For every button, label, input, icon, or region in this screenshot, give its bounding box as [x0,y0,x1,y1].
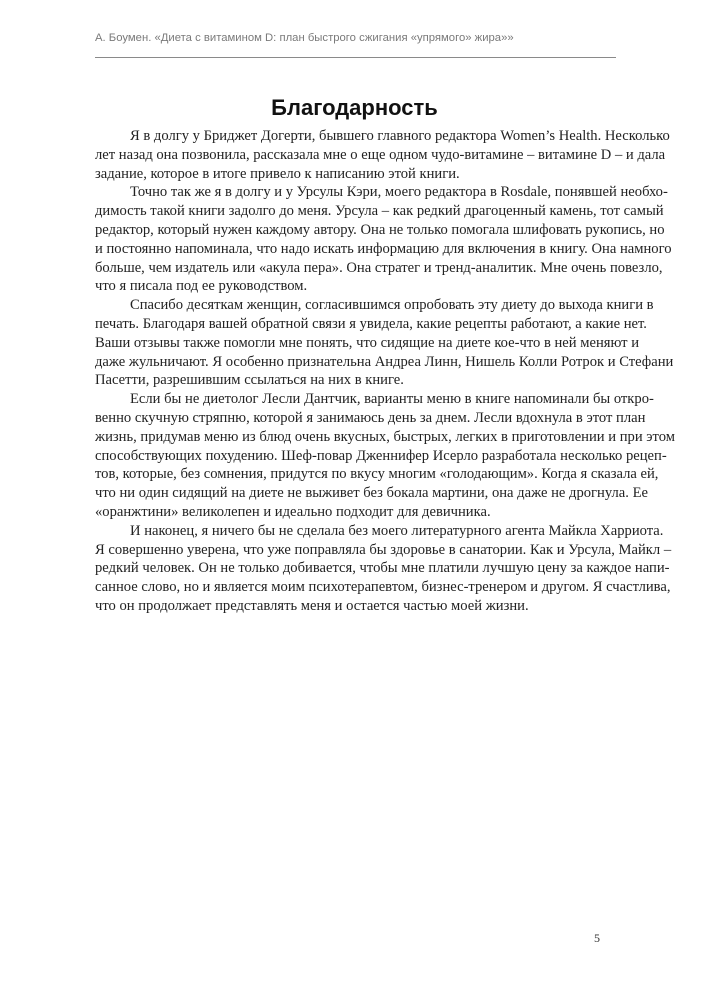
text-line: Ваши отзывы также помогли мне понять, что сидящие на диете кое-что в ней меняют и [95,334,640,351]
text-line: лет назад она позвонила, рассказала мне о еще одном чудо-витамине – витамине D – и дала [95,146,666,163]
paragraph [95,183,672,296]
text-line: тов, которые, без сомнения, придутся по вкусу многим «голодающим». Когда я сказала ей, [95,466,659,483]
text-line: печать. Благодаря вашей обратной связи я увидела, какие рецепты работают, а какие нет. [95,315,647,332]
paragraph [95,296,674,390]
text-line: Спасибо десяткам женщин, согласившимся опробовать эту диету до выхода книги в [130,297,654,314]
paragraph [95,390,675,522]
body-text [95,127,675,616]
text-line: и постоянно напоминала, что надо искать информацию для включения в книгу. Она намного [95,240,672,257]
text-line: Если бы не диетолог Лесли Дантчик, варианты меню в книге напоминали бы откро- [130,391,654,408]
text-line: И наконец, я ничего бы не сделала без моего литературного агента Майкла Харриота. [130,522,664,539]
text-line: больше, чем издатель или «акула пера». Она стратег и тренд-аналитик. Мне очень повезло, [95,259,663,276]
header-rule [95,57,616,58]
text-line: жизнь, придумав меню из блюд очень вкусных, быстрых, легких в приготовлении и при этом [95,428,675,445]
text-line: редактор, который нужен каждому автору. Она не только помогала шлифовать рукопись, но [95,221,665,238]
text-line: что ни один сидящий на диете не выживет без бокала мартини, она даже не дрогнула. Ее [95,485,648,502]
text-line: задание, которое в итоге привело к написанию этой книги. [95,165,460,182]
text-line: санное слово, но и является моим психотерапевтом, бизнес-тренером и другом. Я счастлива, [95,579,671,596]
page-number: 5 [594,931,600,945]
text-line: даже жульничают. Я особенно признательна Андреа Линн, Нишель Колли Ротрок и Стефани [95,353,674,370]
text-line: что я писала под ее руководством. [95,278,308,295]
text-line: редкий человек. Он не только добивается, чтобы мне платили лучшую цену за каждое напи- [95,560,670,577]
paragraph [95,522,672,616]
paragraph [95,127,670,183]
running-header: А. Боумен. «Диета с витамином D: план быстрого сжигания «упрямого» жира»» [95,32,514,44]
text-line: Пасетти, разрешившим ссылаться на них в книге. [95,372,404,389]
text-line: димость такой книги задолго до меня. Урсула – как редкий драгоценный камень, тот самый [95,203,664,220]
page-title: Благодарность [271,95,438,120]
text-line: Точно так же я в долгу и у Урсулы Кэри, моего редактора в Rosdale, понявшей необхо- [130,184,668,201]
text-line: Я совершенно уверена, что уже поправляла бы здоровье в санатории. Как и Урсула, Майкл – [95,541,672,558]
text-line: венно скучную стряпню, которой я занимаюсь день за днем. Лесли вдохнула в этот план [95,409,646,426]
text-line: что он продолжает представлять меня и остается частью моей жизни. [95,597,529,614]
text-line: способствующих похудению. Шеф-повар Дженнифер Исерло разработала несколько рецеп- [95,447,667,464]
text-line: Я в долгу у Бриджет Догерти, бывшего главного редактора Women’s Health. Несколько [130,128,670,144]
text-line: «оранжтини» великолепен и идеально подходит для девичника. [95,503,491,520]
